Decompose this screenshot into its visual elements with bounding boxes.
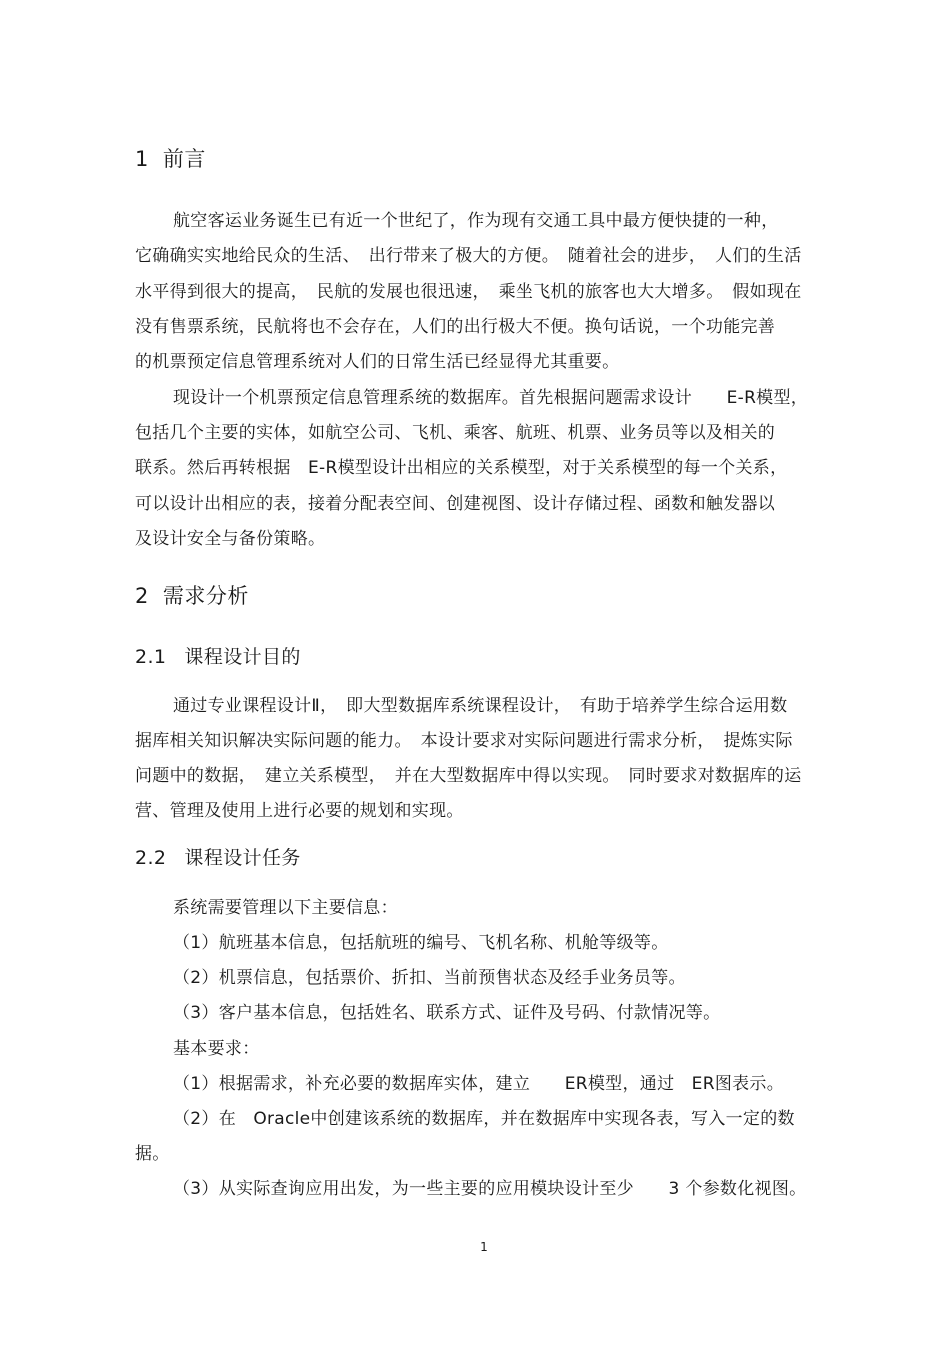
section-2-heading [135, 582, 249, 610]
paragraph-line: 联系。然后再转根据 E-R模型设计出相应的关系模型，对于关系模型的每一个关系， [135, 458, 788, 478]
list-item-continuation: 据。 [135, 1144, 170, 1164]
paragraph-line: 没有售票系统，民航将也不会存在，人们的出行极大不便。换句话说，一个功能完善 [135, 317, 776, 337]
list-item: （3）从实际查询应用出发，为一些主要的应用模块设计至少 3 个参数化视图。 [173, 1179, 807, 1199]
section-number: 2.2 [135, 847, 167, 869]
page-number: 1 [480, 1240, 488, 1254]
paragraph-line: 问题中的数据， 建立关系模型， 并在大型数据库中得以实现。 同时要求对数据库的运 [135, 766, 802, 786]
section-number: 2.1 [135, 646, 167, 668]
list-intro: 系统需要管理以下主要信息： [173, 898, 398, 918]
paragraph-line: 营、管理及使用上进行必要的规划和实现。 [135, 801, 464, 821]
paragraph-line: 据库相关知识解决实际问题的能力。 本设计要求对实际问题进行需求分析， 提炼实际 [135, 731, 793, 751]
paragraph-line: 它确确实实地给民众的生活、 出行带来了极大的方便。 随着社会的进步， 人们的生活 [135, 246, 802, 266]
paragraph-line: 及设计安全与备份策略。 [135, 529, 326, 549]
section-title: 课程设计目的 [184, 646, 301, 668]
list-item: （2）机票信息，包括票价、折扣、当前预售状态及经手业务员等。 [173, 968, 686, 988]
section-1-heading [135, 145, 206, 173]
section-title: 课程设计任务 [184, 847, 301, 869]
section-number: 1 [135, 147, 149, 171]
section-2-2-heading [135, 845, 301, 871]
section-title: 需求分析 [162, 584, 249, 608]
paragraph-line: 包括几个主要的实体，如航空公司、飞机、乘客、航班、机票、业务员等以及相关的 [135, 423, 776, 443]
paragraph-line: 可以设计出相应的表，接着分配表空间、创建视图、设计存储过程、函数和触发器以 [135, 494, 776, 514]
section-2-1-heading [135, 644, 301, 670]
section-title: 前言 [162, 147, 206, 171]
paragraph-line: 通过专业课程设计Ⅱ， 即大型数据库系统课程设计， 有助于培养学生综合运用数 [173, 696, 788, 716]
paragraph-line: 现设计一个机票预定信息管理系统的数据库。首先根据问题需求设计 E-R模型， [173, 388, 809, 408]
list-item: （2）在 Oracle中创建该系统的数据库，并在数据库中实现各表，写入一定的数 [173, 1109, 795, 1129]
section-number: 2 [135, 584, 149, 608]
paragraph-line: 的机票预定信息管理系统对人们的日常生活已经显得尤其重要。 [135, 352, 620, 372]
list-item: （1）根据需求，补充必要的数据库实体，建立 ER模型，通过 ER图表示。 [173, 1074, 785, 1094]
paragraph-line: 航空客运业务诞生已有近一个世纪了，作为现有交通工具中最方便快捷的一种， [173, 211, 779, 231]
paragraph-line: 水平得到很大的提高， 民航的发展也很迅速， 乘坐飞机的旅客也大大增多。 假如现在 [135, 282, 802, 302]
list-item: （1）航班基本信息，包括航班的编号、飞机名称、机舱等级等。 [173, 933, 669, 953]
list-item: （3）客户基本信息，包括姓名、联系方式、证件及号码、付款情况等。 [173, 1003, 721, 1023]
list-intro: 基本要求： [173, 1039, 260, 1059]
